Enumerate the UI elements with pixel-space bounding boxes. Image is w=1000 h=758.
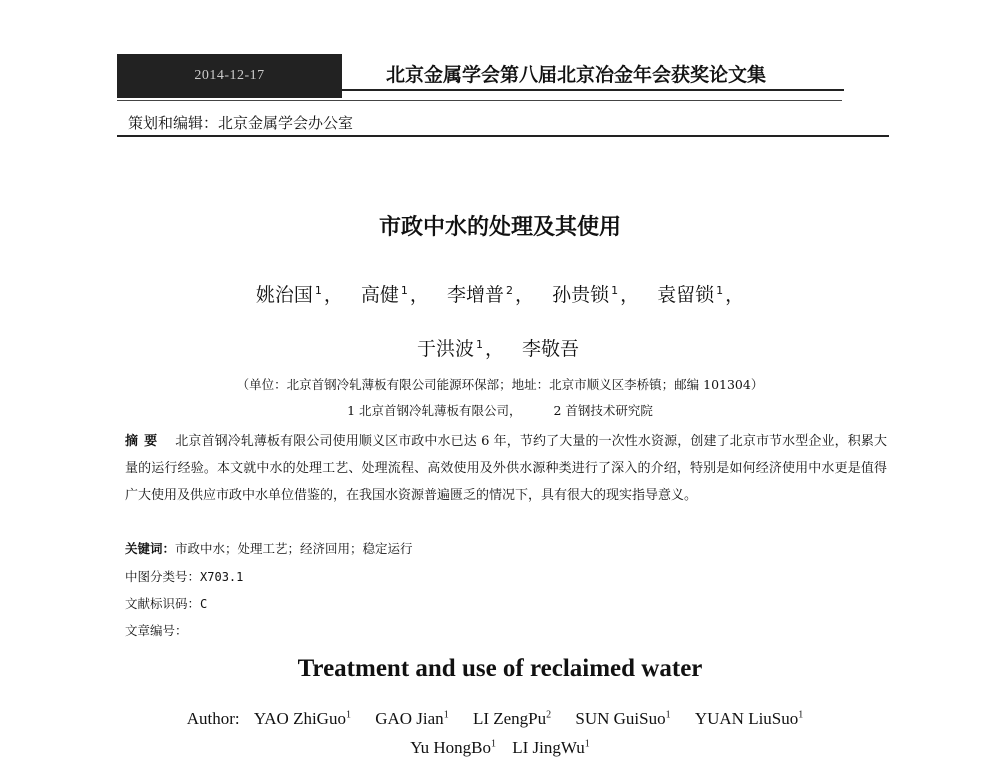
header-rule-thin: [117, 100, 842, 101]
paper-title-cn: 市政中水的处理及其使用: [378, 215, 621, 240]
doc-code-value: C: [200, 597, 208, 611]
keywords-line: [125, 539, 413, 557]
clc-value: X703.1: [200, 570, 244, 584]
header-date-block: [117, 54, 342, 98]
abstract: [125, 428, 887, 509]
editor-line: 策划和编辑：北京金属学会办公室: [128, 114, 354, 132]
authors-cn-row2: [0, 334, 1000, 361]
author-en: LI ZengPu$^2$: [472, 709, 552, 728]
authors-en-row2: [0, 738, 1000, 758]
clc-label: 中图分类号：: [125, 569, 201, 584]
author-cn: 于洪波 $^1$ ，: [416, 337, 504, 360]
authors-en-row1: [0, 709, 1000, 729]
abstract-label: 摘要: [125, 434, 164, 449]
journal-title: 北京金属学会第八届北京冶金年会获奖论文集: [386, 64, 767, 86]
author-en: YUAN LiuSuo$^1$: [694, 709, 804, 728]
author-en: LI JingWu$^1$: [512, 738, 590, 757]
author-en: GAO Jian$^1$: [375, 709, 449, 728]
org-list: [0, 401, 1000, 419]
article-no-label: 文章编号：: [125, 623, 188, 638]
clc-line: [125, 567, 243, 585]
header-rule: [342, 89, 844, 91]
affiliation: （单位：北京首钢冷轧薄板有限公司能源环保部；地址：北京市顺义区李桥镇；邮编 101304）: [236, 377, 764, 392]
keywords-label: 关键词：: [125, 541, 176, 556]
header-date: 2014-12-17: [194, 68, 265, 83]
doc-code-line: [125, 594, 207, 612]
author-cn: 孙贵锁 $^1$ ，: [552, 283, 640, 306]
author-cn: 姚治国 $^1$ ，: [255, 283, 343, 306]
article-no-line: [125, 621, 188, 639]
author-cn: 袁留锁 $^1$ ，: [657, 283, 745, 306]
author-prefix: Author:: [186, 709, 240, 728]
authors-cn-row1: [0, 280, 1000, 307]
editor-rule: [117, 135, 889, 137]
doc-code-label: 文献标识码：: [125, 596, 201, 611]
author-cn: 李增普 $^2$ ，: [446, 283, 535, 306]
paper-title-en: Treatment and use of reclaimed water: [297, 655, 703, 682]
org-item: 2 首钢技术研究院: [553, 403, 653, 418]
abstract-text: 北京首钢冷轧薄板有限公司使用顺义区市政中水已达 6 年，节约了大量的一次性水资源，创建了北京市节水型企业，积累大量的运行经验。本文就中水的处理工艺、处理流程、高效使用及外供水源种类进行了深入的介绍，特别是如何经济使用中水更是值得广大使用及供应市政中水单位借鉴的，在我国水资源普遍匮乏的情况下，具有很大的现实指导意义。: [125, 434, 887, 503]
author-en: Yu HongBo$^1$: [410, 738, 496, 757]
keywords-value: 市政中水；处理工艺；经济回用；稳定运行: [175, 541, 413, 556]
author-en: YAO ZhiGuo$^1$: [253, 709, 351, 728]
org-item: 1 北京首钢冷轧薄板有限公司，: [347, 403, 522, 418]
author-cn: 高健 $^1$ ，: [360, 283, 429, 306]
author-en: SUN GuiSuo$^1$: [575, 709, 671, 728]
author-cn: 李敬吾: [522, 338, 580, 360]
